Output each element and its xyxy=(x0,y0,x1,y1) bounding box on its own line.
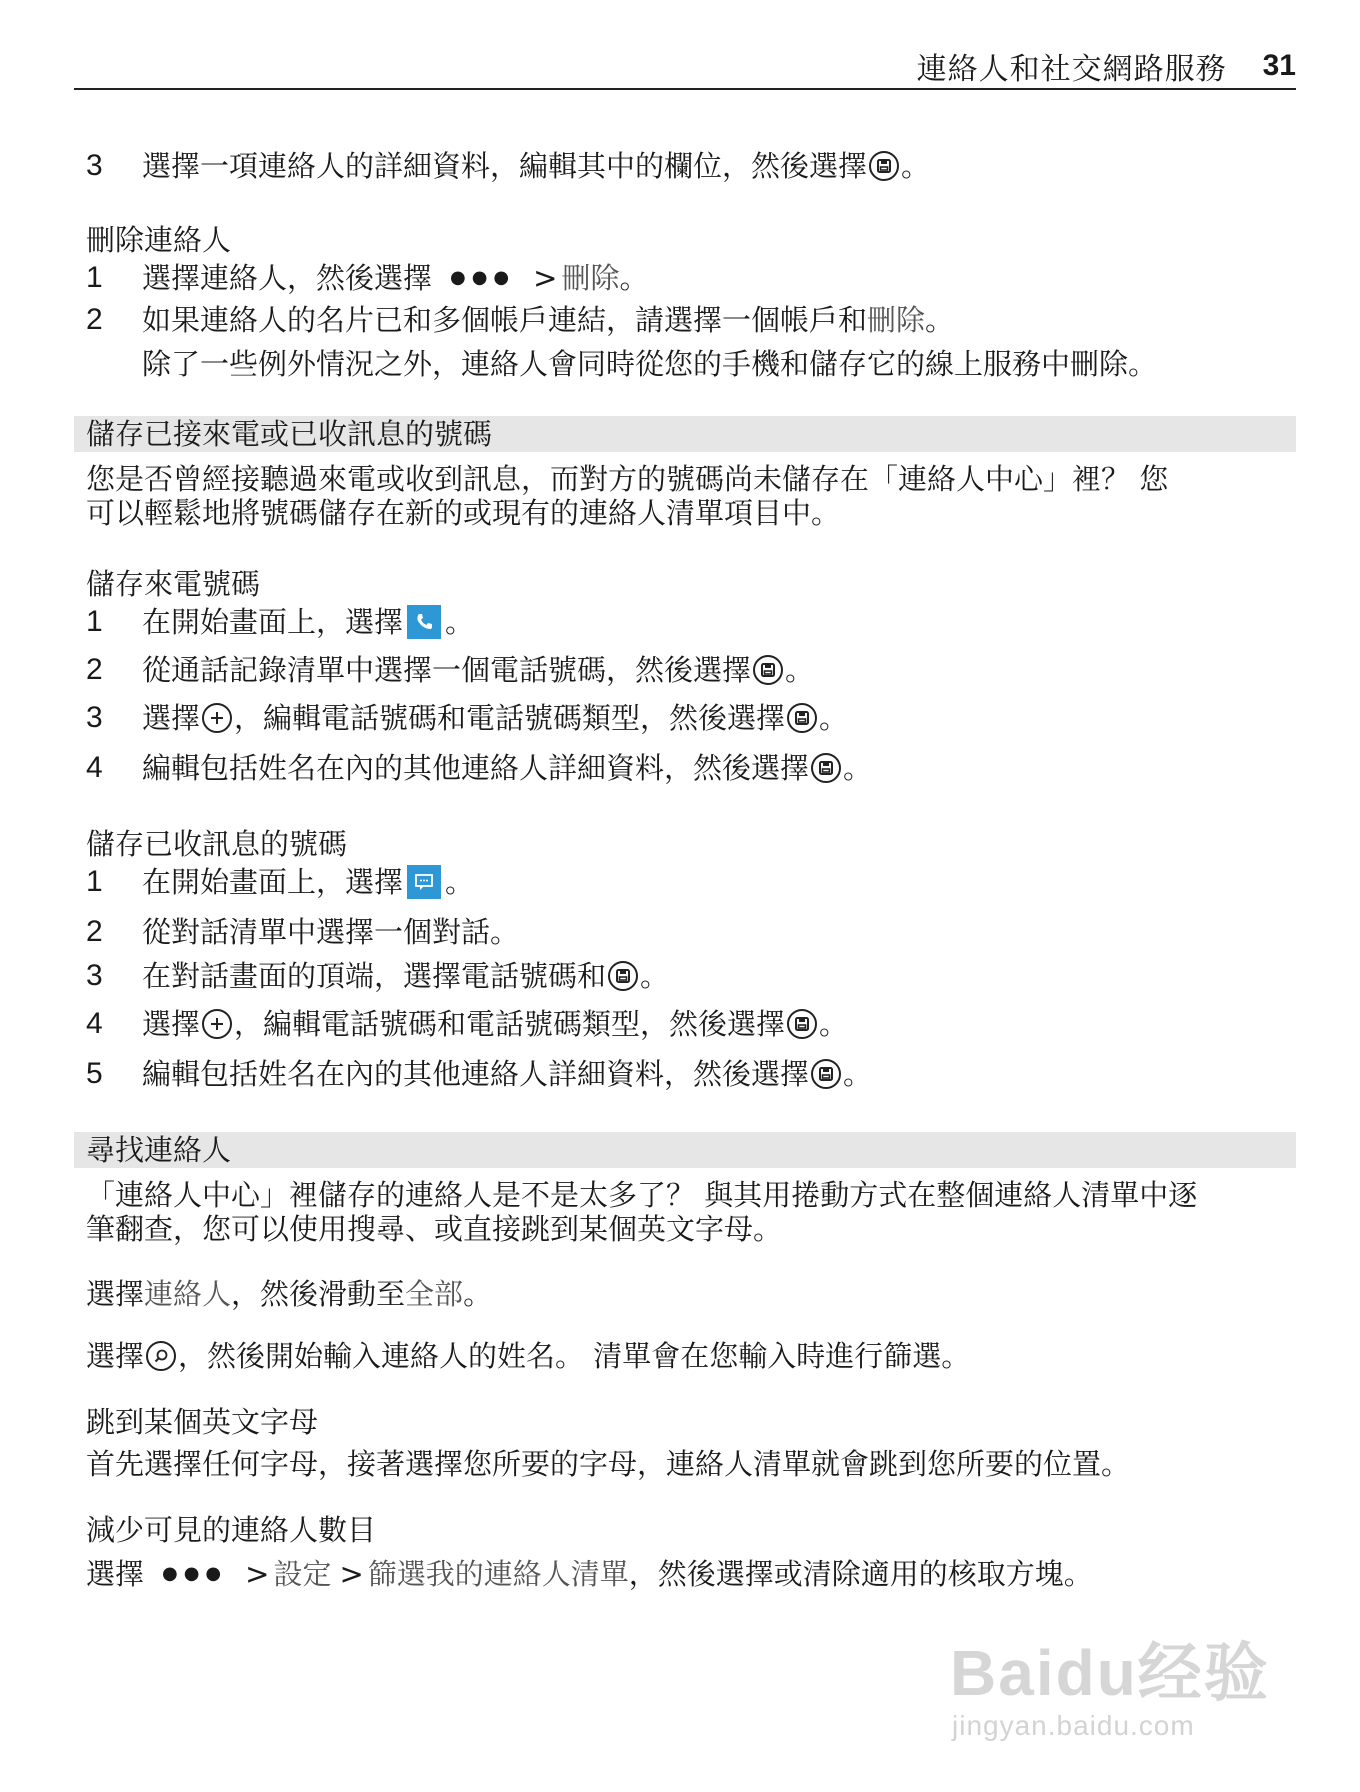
settings-menu-item[interactable]: 設定 xyxy=(273,1557,332,1591)
save-call-step-1: 1 在開始畫面上，選擇 。 xyxy=(86,605,475,639)
step-number: 1 xyxy=(86,261,103,294)
phone-tile-icon[interactable] xyxy=(407,605,441,639)
step-number: 1 xyxy=(86,605,103,638)
watermark-url: jingyan.baidu.com xyxy=(952,1710,1195,1741)
step-number: 2 xyxy=(86,653,103,686)
save-call-step-2: 2 從通話記錄清單中選擇一個電話號碼，然後選擇 。 xyxy=(86,653,815,687)
add-icon[interactable] xyxy=(202,703,232,733)
chevron-icon: > xyxy=(339,1557,364,1591)
chevron-icon: > xyxy=(245,1557,270,1591)
step-number: 3 xyxy=(86,701,103,734)
jump-text: 首先選擇任何字母，接著選擇您所要的字母，連絡人清單就會跳到您所要的位置。 xyxy=(86,1447,1131,1481)
save-icon[interactable] xyxy=(753,655,783,685)
find-intro-line-1: 「連絡人中心」裡儲存的連絡人是不是太多了？ 與其用捲動方式在整個連絡人清單中逐 xyxy=(86,1178,1198,1212)
step-number: 4 xyxy=(86,1007,103,1040)
header-title: 連絡人和社交網路服務 xyxy=(916,52,1227,87)
find-intro-line-2: 筆翻查，您可以使用搜尋、或直接跳到某個英文字母。 xyxy=(86,1212,783,1246)
save-icon[interactable] xyxy=(869,151,899,181)
step-number: 5 xyxy=(86,1057,103,1090)
save-msg-step-3: 3 在對話畫面的頂端，選擇電話號碼和 。 xyxy=(86,959,670,993)
save-icon[interactable] xyxy=(811,753,841,783)
chevron-icon: > xyxy=(533,261,558,295)
more-icon[interactable]: ●●● xyxy=(162,1563,228,1584)
find-para-2: 選擇 ，然後開始輸入連絡人的姓名。 清單會在您輸入時進行篩選。 xyxy=(86,1339,971,1373)
save-msg-step-4: 4 選擇 ，編輯電話號碼和電話號碼類型，然後選擇 。 xyxy=(86,1007,849,1041)
step-number: 4 xyxy=(86,751,103,784)
page-number: 31 xyxy=(1262,49,1296,82)
delete-step-1: 1 選擇連絡人，然後選擇 ●●● > 刪除 。 xyxy=(86,261,649,295)
jump-heading: 跳到某個英文字母 xyxy=(86,1405,319,1439)
page-header xyxy=(74,44,1296,90)
contacts-label[interactable]: 連絡人 xyxy=(144,1277,232,1311)
delete-menu-item[interactable]: 刪除 xyxy=(867,303,926,337)
save-icon[interactable] xyxy=(608,961,638,991)
save-msg-step-5: 5 編輯包括姓名在內的其他連絡人詳細資料，然後選擇 。 xyxy=(86,1057,873,1091)
more-icon[interactable]: ●●● xyxy=(450,267,516,288)
delete-step-2: 2 如果連絡人的名片已和多個帳戶連結，請選擇一個帳戶和 刪除 。 xyxy=(86,303,955,337)
save-call-heading: 儲存來電號碼 xyxy=(86,567,261,601)
search-icon[interactable] xyxy=(146,1341,176,1371)
save-intro-line-2: 可以輕鬆地將號碼儲存在新的或現有的連絡人清單項目中。 xyxy=(86,496,841,530)
save-call-step-4: 4 編輯包括姓名在內的其他連絡人詳細資料，然後選擇 。 xyxy=(86,751,873,785)
messaging-tile-icon[interactable] xyxy=(407,865,441,899)
find-para-1: 選擇連絡人，然後滑動至全部。 xyxy=(86,1277,493,1311)
step-number: 3 xyxy=(86,959,103,992)
baidu-watermark xyxy=(950,1602,1310,1762)
save-msg-step-2: 2 從對話清單中選擇一個對話。 xyxy=(86,915,520,949)
save-call-step-3: 3 選擇 ，編輯電話號碼和電話號碼類型，然後選擇 。 xyxy=(86,701,849,735)
filter-contacts-item[interactable]: 篩選我的連絡人清單 xyxy=(367,1557,629,1591)
save-icon[interactable] xyxy=(787,703,817,733)
delete-heading: 刪除連絡人 xyxy=(86,223,232,257)
all-label[interactable]: 全部 xyxy=(405,1277,464,1311)
save-msg-step-1: 1 在開始畫面上，選擇 。 xyxy=(86,865,475,899)
save-msg-heading: 儲存已收訊息的號碼 xyxy=(86,827,348,861)
step-text: 選擇一項連絡人的詳細資料，編輯其中的欄位，然後選擇 xyxy=(142,149,868,183)
save-intro-line-1: 您是否曾經接聽過來電或收到訊息，而對方的號碼尚未儲存在「連絡人中心」裡？ 您 xyxy=(86,462,1169,496)
add-icon[interactable] xyxy=(202,1009,232,1039)
save-icon[interactable] xyxy=(787,1009,817,1039)
step-number: 1 xyxy=(86,865,103,898)
edit-step-3: 3 選擇一項連絡人的詳細資料，編輯其中的欄位，然後選擇 。 xyxy=(86,149,931,183)
reduce-heading: 減少可見的連絡人數目 xyxy=(86,1513,377,1547)
delete-note: 除了一些例外情況之外，連絡人會同時從您的手機和儲存它的線上服務中刪除。 xyxy=(142,347,1158,381)
reduce-text: 選擇 ●●● > 設定 > 篩選我的連絡人清單 ，然後選擇或清除適用的核取方塊。 xyxy=(86,1557,1093,1591)
step-number: 2 xyxy=(86,303,103,336)
step-number: 3 xyxy=(86,149,103,182)
save-icon[interactable] xyxy=(811,1059,841,1089)
section-band-save: 儲存已接來電或已收訊息的號碼 xyxy=(74,416,1296,452)
section-band-find: 尋找連絡人 xyxy=(74,1132,1296,1168)
step-number: 2 xyxy=(86,915,103,948)
delete-menu-item[interactable]: 刪除 xyxy=(561,261,620,295)
watermark-logo: Baidu经验 xyxy=(950,1637,1270,1709)
